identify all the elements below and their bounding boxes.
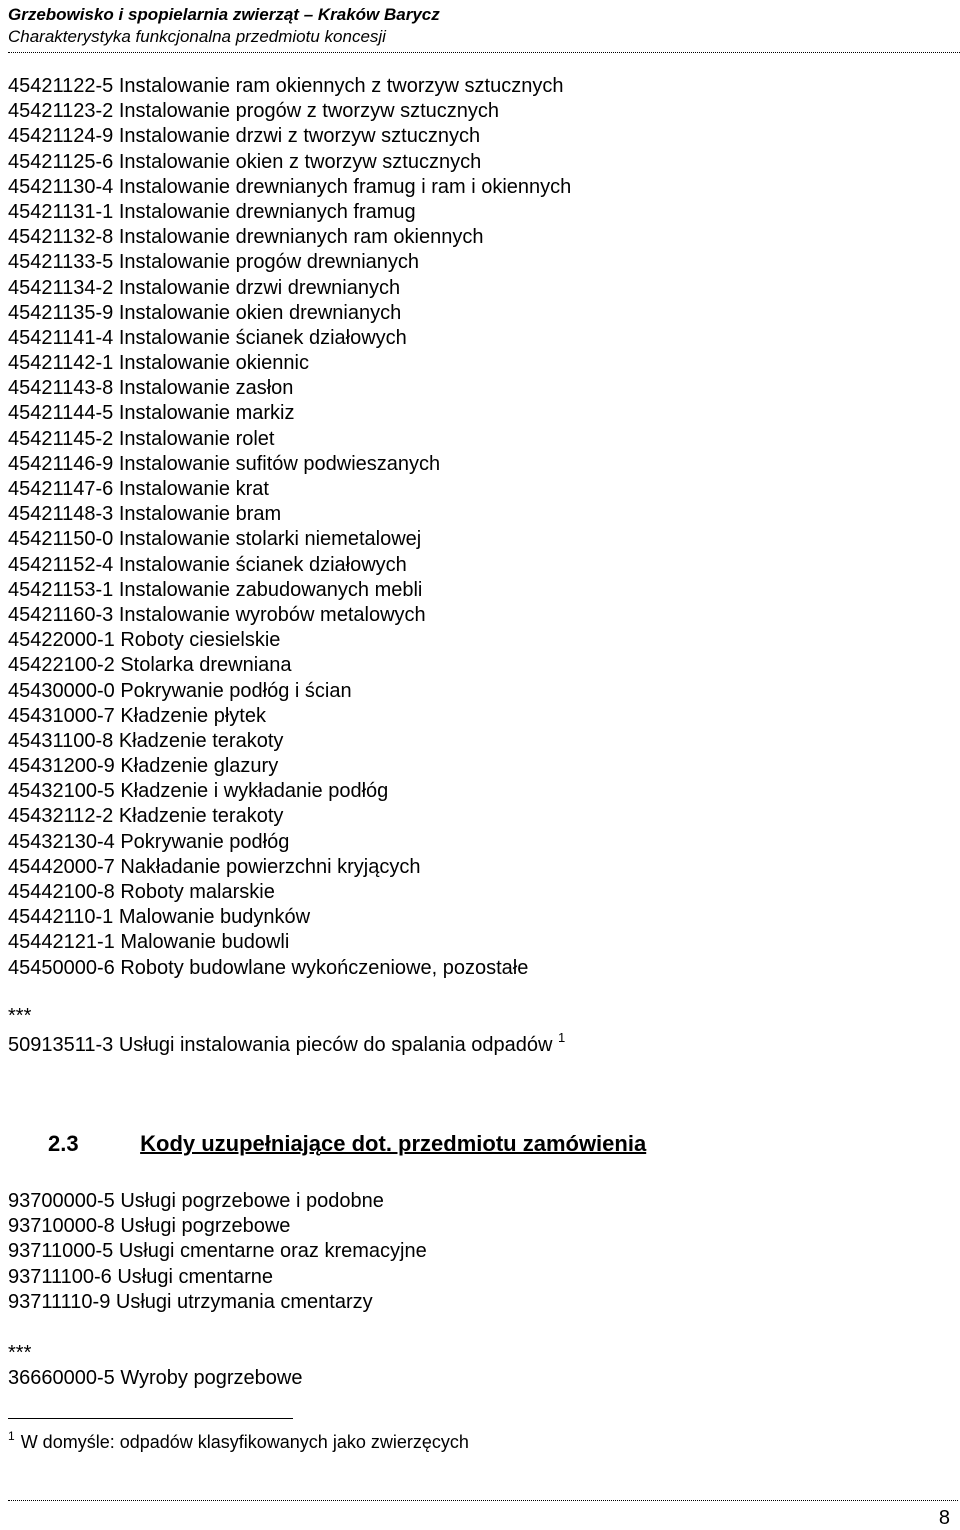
list-item: 45421124-9 Instalowanie drzwi z tworzyw sztucznych	[8, 125, 481, 148]
list-item: 93711000-5 Usługi cmentarne oraz kremacyjne	[8, 1240, 427, 1263]
list-item: 93711110-9 Usługi utrzymania cmentarzy	[8, 1290, 373, 1313]
footnote	[8, 1430, 469, 1454]
list-item: 45421145-2 Instalowanie rolet	[8, 427, 275, 450]
list-item: 45442121-1 Malowanie budowli	[8, 931, 290, 954]
list-item: 45421150-0 Instalowanie stolarki niemetalowej	[8, 528, 422, 551]
separator-stars: ***	[8, 1005, 32, 1027]
list-item: 45421146-9 Instalowanie sufitów podwieszanych	[8, 452, 441, 475]
list-item: 45421123-2 Instalowanie progów z tworzyw sztucznych	[8, 100, 499, 123]
section-number: 2.3	[48, 1131, 79, 1156]
list-item: 45421135-9 Instalowanie okien drewnianych	[8, 301, 402, 324]
list-item: 45431200-9 Kładzenie glazury	[8, 755, 279, 778]
list-item: 45421160-3 Instalowanie wyrobów metalowych	[8, 603, 426, 626]
list-item: 45421130-4 Instalowanie drewnianych framug i ram i okiennych	[8, 175, 572, 198]
list-item: 45421131-1 Instalowanie drewnianych framug	[8, 200, 416, 223]
footnote-text: W domyśle: odpadów klasyfikowanych jako zwierzęcych	[20, 1432, 469, 1452]
special-code-text: 50913511-3 Usługi instalowania pieców do spalania odpadów	[8, 1034, 553, 1056]
list-item: 45422100-2 Stolarka drewniana	[8, 654, 292, 677]
footnote-marker: 1	[8, 1429, 15, 1443]
list-item: 45421122-5 Instalowanie ram okiennych z tworzyw sztucznych	[8, 75, 564, 97]
document-title: Grzebowisko i spopielarnia zwierząt – Kraków Barycz	[8, 5, 440, 24]
list-item: 45421143-8 Instalowanie zasłon	[8, 377, 294, 400]
cpv-code-list	[8, 74, 948, 981]
list-item: 45432100-5 Kładzenie i wykładanie podłóg	[8, 780, 389, 803]
list-item: 45421148-3 Instalowanie bram	[8, 503, 282, 526]
section-title: Kody uzupełniające dot. przedmiotu zamówienia	[140, 1131, 647, 1156]
list-item: 45430000-0 Pokrywanie podłóg i ścian	[8, 679, 352, 702]
list-item: 45421133-5 Instalowanie progów drewnianych	[8, 251, 420, 274]
list-item: 45442110-1 Malowanie budynków	[8, 906, 311, 929]
footnote-divider	[8, 1418, 293, 1419]
separator-stars: ***	[8, 1342, 32, 1364]
list-item: 45431100-8 Kładzenie terakoty	[8, 729, 284, 752]
special-code-line	[8, 1030, 566, 1058]
list-item: 45432130-4 Pokrywanie podłóg	[8, 830, 290, 853]
list-item: 45421152-4 Instalowanie ścianek działowych	[8, 553, 407, 576]
document-subtitle: Charakterystyka funkcjonalna przedmiotu koncesji	[8, 27, 386, 46]
list-item: 93711100-6 Usługi cmentarne	[8, 1265, 273, 1288]
section-heading	[48, 1130, 646, 1158]
list-item: 45421144-5 Instalowanie markiz	[8, 402, 295, 425]
list-item: 45421153-1 Instalowanie zabudowanych mebli	[8, 578, 423, 601]
list-item: 45421125-6 Instalowanie okien z tworzyw sztucznych	[8, 150, 482, 173]
footnote-reference: 1	[558, 1030, 566, 1045]
list-item: 93710000-8 Usługi pogrzebowe	[8, 1215, 291, 1238]
header-divider	[8, 52, 960, 53]
list-item: 45422000-1 Roboty ciesielskie	[8, 629, 281, 652]
list-item: 45431000-7 Kładzenie płytek	[8, 704, 266, 727]
list-item: 93700000-5 Usługi pogrzebowe i podobne	[8, 1190, 384, 1212]
list-item: 45421142-1 Instalowanie okiennic	[8, 352, 309, 375]
list-item: 45421132-8 Instalowanie drewnianych ram okiennych	[8, 226, 484, 249]
list-item: 45421141-4 Instalowanie ścianek działowych	[8, 326, 407, 349]
list-item: 45442000-7 Nakładanie powierzchni kryjących	[8, 855, 421, 878]
page-header	[8, 4, 958, 48]
list-item: 45432112-2 Kładzenie terakoty	[8, 805, 284, 828]
list-item: 45450000-6 Roboty budowlane wykończeniowe, pozostałe	[8, 956, 529, 979]
list-item: 45421134-2 Instalowanie drzwi drewnianych	[8, 276, 401, 299]
list-item: 45421147-6 Instalowanie krat	[8, 478, 269, 500]
product-code-line: 36660000-5 Wyroby pogrzebowe	[8, 1367, 303, 1389]
supplementary-code-list	[8, 1189, 948, 1315]
page-number: 8	[938, 1507, 950, 1529]
list-item: 45442100-8 Roboty malarskie	[8, 881, 275, 903]
footer-divider	[8, 1500, 958, 1501]
